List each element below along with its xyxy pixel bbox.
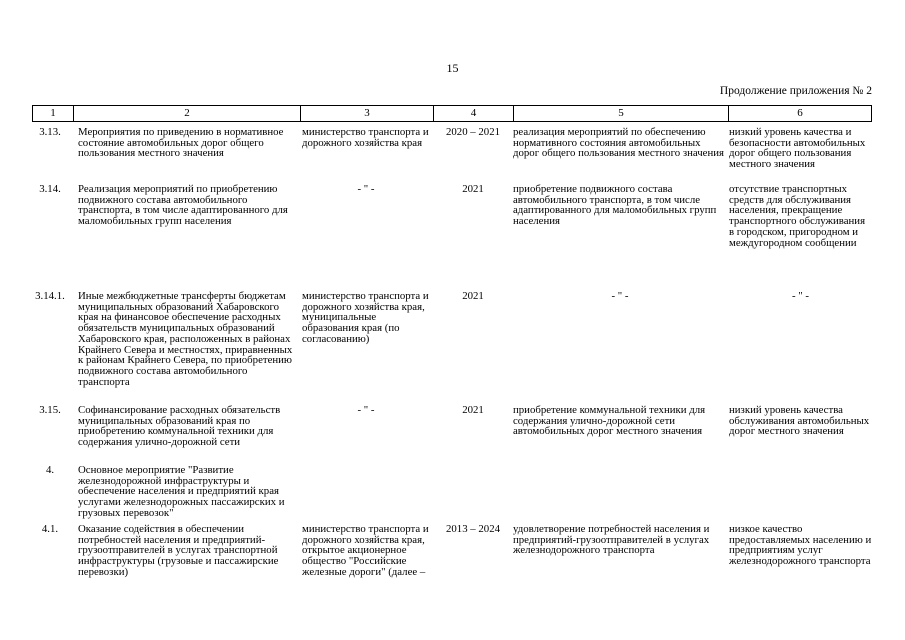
row-executor: - " - [357, 404, 375, 416]
header-col-4: 4 [434, 106, 514, 121]
row-period: 2020 – 2021 [446, 126, 500, 138]
row-period: 2021 [462, 290, 484, 302]
page-number: 15 [446, 61, 459, 75]
row-consequence: низкий уровень качества и безопасности автомобильных дорог общего пользования местного значения [729, 126, 866, 171]
row-period: 2021 [462, 404, 484, 416]
row-consequence: - " - [792, 290, 809, 302]
row-executor: министерство транспорта и дорожного хозяйства края [302, 126, 429, 149]
row-executor: министерство транспорта и дорожного хозяйства края, муниципальные образования края (по согласованию) [302, 290, 429, 345]
row-period: 2021 [462, 183, 484, 195]
row-result: - " - [611, 290, 629, 302]
continuation-label: Продолжение приложения № 2 [719, 85, 872, 97]
activities-table [32, 105, 872, 578]
row-executor: министерство транспорта и дорожного хозяйства края, открытое акционерное общество "Российские железные дороги" (далее – [302, 523, 429, 578]
row-executor: - " - [357, 183, 375, 195]
row-number: 3.13. [39, 126, 61, 138]
row-number: 3.14.1. [35, 290, 65, 302]
header-col-6: 6 [729, 106, 872, 121]
header-col-5: 5 [514, 106, 729, 121]
row-number: 3.15. [39, 404, 61, 416]
row-activity: Иные межбюджетные трансферты бюджетам муниципальных образований Хабаровского края на финансовое обеспечение расходных обязательств муниципальных образований Хабаровского края, расположенных в районах Крайнего Севера и местностях, приравненных к районам Крайнего Севера, по приобретению подвижного состава автомобильного транспорта [78, 290, 293, 388]
row-activity: Основное мероприятие "Развитие железнодорожной инфраструктуры и обеспечение населения и предприятий края услугами железнодорожных пассажирских и грузовых перевозок" [78, 464, 285, 519]
row-number: 4. [45, 464, 55, 476]
row-number: 4.1. [41, 523, 59, 535]
row-consequence: низкий уровень качества обслуживания автомобильных дорог местного значения [729, 404, 870, 438]
row-result: приобретение коммунальной техники для содержания улично-дорожной сети автомобильных дорог местного значения [513, 404, 706, 438]
row-activity: Мероприятия по приведению в нормативное состояние автомобильных дорог общего пользования местного значения [78, 126, 284, 160]
row-result: удовлетворение потребностей населения и предприятий-грузоотправителей в услугах железнодорожного транспорта [513, 523, 710, 557]
header-col-1: 1 [33, 106, 74, 121]
header-col-3: 3 [301, 106, 434, 121]
row-result: реализация мероприятий по обеспечению нормативного состояния автомобильных дорог общего пользования местного значения [513, 126, 724, 160]
row-period: 2013 – 2024 [446, 523, 500, 535]
row-activity: Софинансирование расходных обязательств муниципальных образований края по приобретению коммунальной техники для содержания улично-дорожной сети [78, 404, 281, 449]
row-activity: Реализация мероприятий по приобретению подвижного состава автомобильного транспорта, в том числе адаптированного для маломобильных групп населения [78, 183, 288, 228]
row-consequence: низкое качество предоставляемых населению и предприятиям услуг железнодорожного транспорта [729, 523, 872, 568]
header-col-2: 2 [74, 106, 301, 121]
row-consequence: отсутствие транспортных средств для обслуживания населения, прекращение транспортного обслуживания в городском, пригородном и междугородном сообщении [729, 183, 866, 249]
row-activity: Оказание содействия в обеспечении потребностей населения и предприятий-грузоотправителей в услугах транспортной инфраструктуры (грузовые и пассажирские перевозки) [78, 523, 279, 578]
row-number: 3.14. [39, 183, 61, 195]
row-result: приобретение подвижного состава автомобильного транспорта, в том числе адаптированного для маломобильных групп населения [513, 183, 717, 228]
table-header [32, 105, 872, 122]
